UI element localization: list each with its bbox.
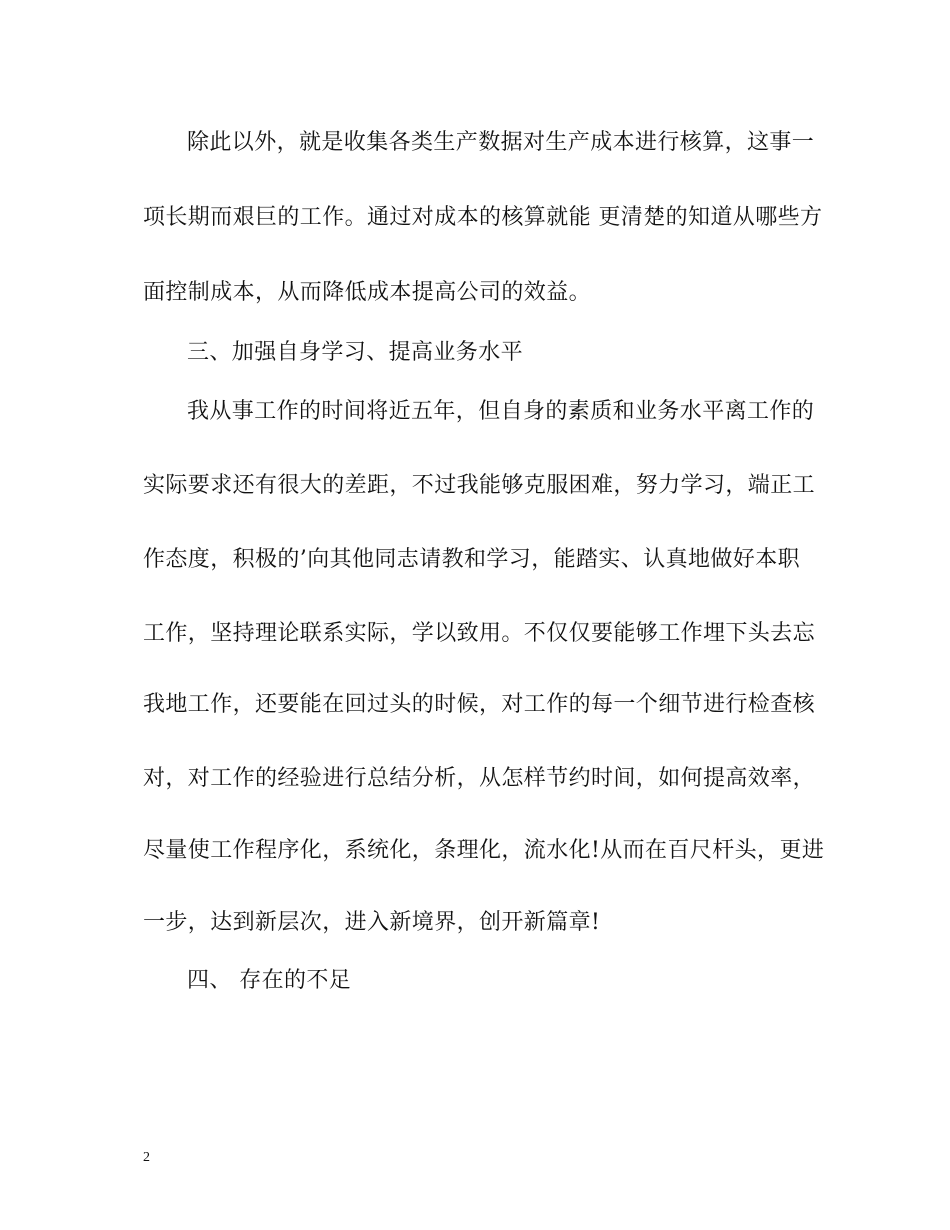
paragraph-line-9: 对，对工作的经验进行总结分析，从怎样节约时间，如何提高效率， — [143, 766, 816, 791]
paragraph-line-5: 实际要求还有很大的差距，不过我能够克服困难，努力学习，端正工 — [143, 473, 816, 498]
paragraph-line-6: 作态度，积极的’向其他同志请教和学习，能踏实、认真地做好本职 — [143, 547, 800, 572]
paragraph-line-1: 除此以外，就是收集各类生产数据对生产成本进行核算，这事一 — [187, 130, 815, 155]
section-heading-4: 四、 存在的不足 — [187, 968, 352, 993]
paragraph-line-3: 面控制成本，从而降低成本提高公司的效益。 — [143, 280, 592, 305]
paragraph-line-4: 我从事工作的时间将近五年，但自身的素质和业务水平离工作的 — [187, 399, 815, 424]
paragraph-line-8: 我地工作，还要能在回过头的时候，对工作的每一个细节进行检查核 — [143, 692, 816, 717]
paragraph-line-2: 项长期而艰巨的工作。通过对成本的核算就能 更清楚的知道从哪些方 — [143, 205, 823, 230]
section-heading-3: 三、加强自身学习、提高业务水平 — [187, 340, 524, 365]
page-number: 2 — [143, 1150, 150, 1165]
paragraph-line-10: 尽量使工作程序化，系统化，条理化，流水化!从而在百尺杆头，更进 — [143, 838, 825, 863]
paragraph-line-11: 一步，达到新层次，进入新境界，创开新篇章! — [143, 910, 601, 935]
paragraph-line-7: 工作，坚持理论联系实际，学以致用。不仅仅要能够工作埋下头去忘 — [143, 621, 816, 646]
